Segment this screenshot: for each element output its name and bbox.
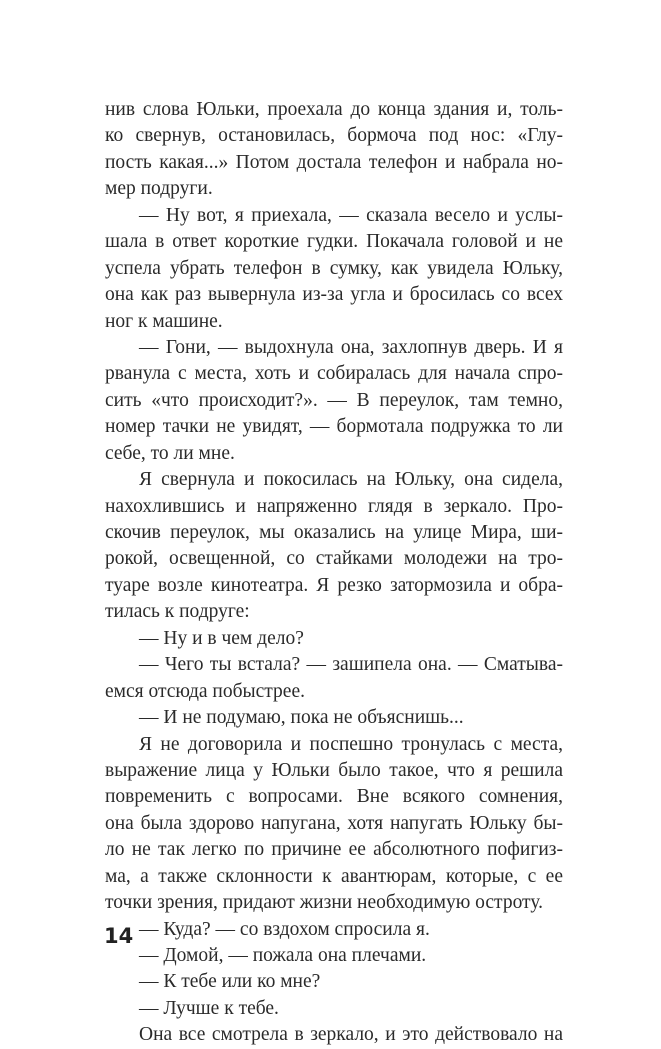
text-line: — Чего ты встала? — зашипела она. — Сматыва- [139, 654, 563, 676]
text-line: она была здорово напугана, хотя напугать Юльку бы- [105, 812, 563, 834]
text-line: выражение лица у Юльки было такое, что я решила [105, 759, 563, 781]
text-line: Я свернула и покосилась на Юльку, она сидела, [139, 469, 563, 491]
text-line: успела убрать телефон в сумку, как увидела Юльку, [105, 257, 563, 279]
text-line: она как раз вывернула из-за угла и бросилась со всех [105, 284, 563, 306]
text-line: точки зрения, придают жизни необходимую остроту. [105, 892, 543, 914]
text-line: — Ну вот, я приехала, — сказала весело и услы- [139, 204, 563, 226]
text-line: Она все смотрела в зеркало, и это действовало на [139, 1024, 563, 1046]
page-number: 14 [104, 924, 134, 948]
text-line: — К тебе или ко мне? [139, 971, 321, 993]
text-line: ло не так легко по причине ее абсолютного пофигиз- [105, 839, 563, 861]
text-line: скочив переулок, мы оказались на улице Мира, ши- [105, 522, 563, 543]
text-line: — Гони, — выдохнула она, захлопнув дверь. И я [139, 336, 563, 358]
text-line: сить «что происходит?». — В переулок, там темно, [105, 389, 563, 411]
text-line: мер подруги. [105, 178, 213, 200]
text-line: — Куда? — со вздохом спросила я. [139, 918, 430, 940]
text-line: емся отсюда побыстрее. [105, 680, 305, 702]
text-line: рокой, освещенной, со стайками молодежи на тро- [105, 548, 563, 570]
text-line: ма, а также склонности к авантюрам, которые, с ее [105, 865, 563, 887]
text-line: номер тачки не увидят, — бормотала подружка то ли [105, 416, 563, 438]
text-line: Я не договорила и поспешно тронулась с места, [139, 733, 563, 755]
text-line: повременить с вопросами. Вне всякого сомнения, [105, 786, 563, 808]
text-line: — Ну и в чем дело? [139, 627, 304, 649]
text-line: рванула с места, хоть и собиралась для начала спро- [105, 363, 563, 385]
text-line: — Домой, — пожала она плечами. [139, 945, 427, 966]
text-line: — Лучше к тебе. [139, 997, 279, 1019]
text-line: пость какая...» Потом достала телефон и набрала но- [105, 151, 563, 173]
text-line: нив слова Юльки, проехала до конца здания и, толь- [105, 99, 563, 120]
text-line: нахохлившись и напряженно глядя в зеркало. Про- [105, 495, 563, 517]
text-line: ко свернув, остановилась, бормоча под нос: «Глу- [105, 125, 563, 147]
text-line: тилась к подруге: [105, 601, 250, 623]
text-line: шала в ответ короткие гудки. Покачала головой и не [105, 231, 563, 253]
text-line: туаре возле кинотеатра. Я резко затормозила и обра- [105, 574, 563, 596]
text-line: себе, то ли мне. [105, 442, 235, 464]
page-body-text [105, 97, 563, 1049]
text-line: ног к машине. [105, 310, 223, 332]
text-line: — И не подумаю, пока не объяснишь... [139, 707, 464, 729]
